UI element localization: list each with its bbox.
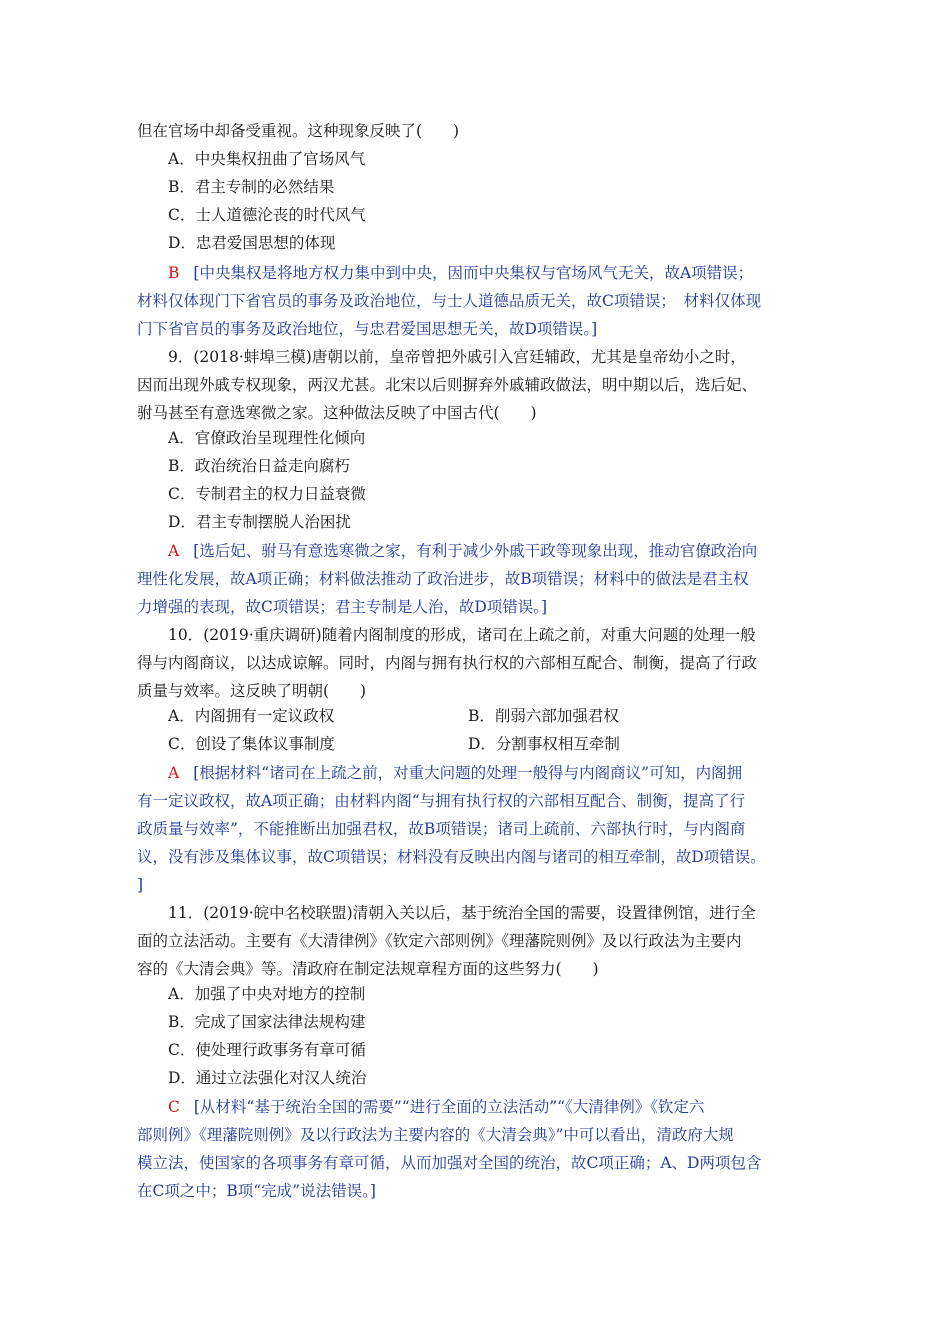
q11-option-c: C．使处理行政事务有章可循 xyxy=(168,1041,366,1059)
q8-option-d: D．忠君爱国思想的体现 xyxy=(168,234,336,252)
q11-stem-line-2: 面的立法活动。主要有《大清律例》《钦定六部则例》《理藩院则例》及以行政法为主要内 xyxy=(137,932,742,950)
q9-explanation-line-1: A [选后妃、驸马有意选寒微之家，有利于减少外戚干政等现象出现，推动官僚政治向 xyxy=(168,542,758,560)
q8-explanation-line-2: 材料仅体现门下省官员的事务及政治地位，与士人道德品质无关，故C项错误； 材料仅体现 xyxy=(137,292,762,310)
q10-option-a: A．内阁拥有一定议政权 xyxy=(168,707,335,725)
q10-stem-line-1: 10．(2019·重庆调研)随着内阁制度的形成，诸司在上疏之前，对重大问题的处理一般 xyxy=(168,626,756,644)
q9-answer-key: A xyxy=(168,542,180,560)
q11-explanation-line-2: 部则例》《理藩院则例》及以行政法为主要内容的《大清会典》”中可以看出，清政府大规 xyxy=(137,1126,734,1144)
q11-explanation-line-4: 在C项之中；B项“完成”说法错误。] xyxy=(137,1182,376,1200)
q11-explanation-line-1: C [从材料“基于统治全国的需要”“进行全面的立法活动”“《大清律例》《钦定六 xyxy=(168,1098,705,1116)
q8-option-c: C．士人道德沦丧的时代风气 xyxy=(168,206,366,224)
q10-option-b: B．削弱六部加强君权 xyxy=(468,707,619,725)
q10-explanation-line-2: 有一定议政权，故A项正确；由材料内阁“与拥有执行权的六部相互配合、制衡，提高了行 xyxy=(137,792,746,810)
q9-stem-line-1: 9．(2018·蚌埠三模)唐朝以前，皇帝曾把外戚引入宫廷辅政，尤其是皇帝幼小之时， xyxy=(168,348,746,366)
q10-stem-line-3: 质量与效率。这反映了明朝( ) xyxy=(137,682,367,700)
q8-option-a: A．中央集权扭曲了官场风气 xyxy=(168,150,366,168)
q9-option-c: C．专制君主的权力日益衰微 xyxy=(168,485,366,503)
q9-option-d: D．君主专制摆脱人治困扰 xyxy=(168,513,351,531)
q11-answer-key: C xyxy=(168,1098,180,1116)
q8-stem-tail: 但在官场中却备受重视。这种现象反映了( ) xyxy=(137,122,460,140)
q8-option-b: B．君主专制的必然结果 xyxy=(168,178,335,196)
q11-option-a: A．加强了中央对地方的控制 xyxy=(168,985,366,1003)
q11-option-b: B．完成了国家法律法规构建 xyxy=(168,1013,366,1031)
q10-option-d: D．分割事权相互牵制 xyxy=(468,735,620,753)
q8-explanation-line-1: B [中央集权是将地方权力集中到中央，因而中央集权与官场风气无关，故A项错误； xyxy=(168,264,754,282)
q9-option-b: B．政治统治日益走向腐朽 xyxy=(168,457,350,475)
q10-explanation-line-5: ] xyxy=(137,876,144,894)
q9-stem-line-3: 驸马甚至有意选寒微之家。这种做法反映了中国古代( ) xyxy=(137,404,537,422)
q8-answer-key: B xyxy=(168,264,180,282)
q10-option-row-2 xyxy=(168,730,858,758)
q11-stem-line-3: 容的《大清会典》等。清政府在制定法规章程方面的这些努力( ) xyxy=(137,960,599,978)
q9-explanation-line-3: 力增强的表现，故C项错误；君主专制是人治，故D项错误。] xyxy=(137,598,548,616)
q11-option-d: D．通过立法强化对汉人统治 xyxy=(168,1069,367,1087)
q11-stem-line-1: 11．(2019·皖中名校联盟)清朝入关以后，基于统治全国的需要，设置律例馆，进行全 xyxy=(168,904,756,922)
q8-explanation-line-3: 门下省官员的事务及政治地位，与忠君爱国思想无关，故D项错误。] xyxy=(137,320,598,338)
q9-option-a: A．官僚政治呈现理性化倾向 xyxy=(168,429,366,447)
q10-explanation-line-4: 议，没有涉及集体议事，故C项错误；材料没有反映出内阁与诸司的相互牵制，故D项错误。 xyxy=(137,848,766,866)
q9-explanation-line-2: 理性化发展，故A项正确；材料做法推动了政治进步，故B项错误；材料中的做法是君主权 xyxy=(137,570,749,588)
q10-option-c: C．创设了集体议事制度 xyxy=(168,735,335,753)
q10-explanation-line-1: A [根据材料“诸司在上疏之前，对重大问题的处理一般得与内阁商议”可知，内阁拥 xyxy=(168,764,743,782)
q10-answer-key: A xyxy=(168,764,180,782)
q10-stem-line-2: 得与内阁商议，以达成谅解。同时，内阁与拥有执行权的六部相互配合、制衡，提高了行政 xyxy=(137,654,758,672)
q11-explanation-line-3: 模立法，使国家的各项事务有章可循，从而加强对全国的统治，故C项正确；A、D两项包含 xyxy=(137,1154,762,1172)
q10-option-row-1 xyxy=(168,702,858,730)
q10-explanation-line-3: 政质量与效率”，不能推断出加强君权，故B项错误；诸司上疏前、六部执行时，与内阁商 xyxy=(137,820,746,838)
q9-stem-line-2: 因而出现外戚专权现象，两汉尤甚。北宋以后则摒弃外戚辅政做法，明中期以后，选后妃、 xyxy=(137,376,758,394)
